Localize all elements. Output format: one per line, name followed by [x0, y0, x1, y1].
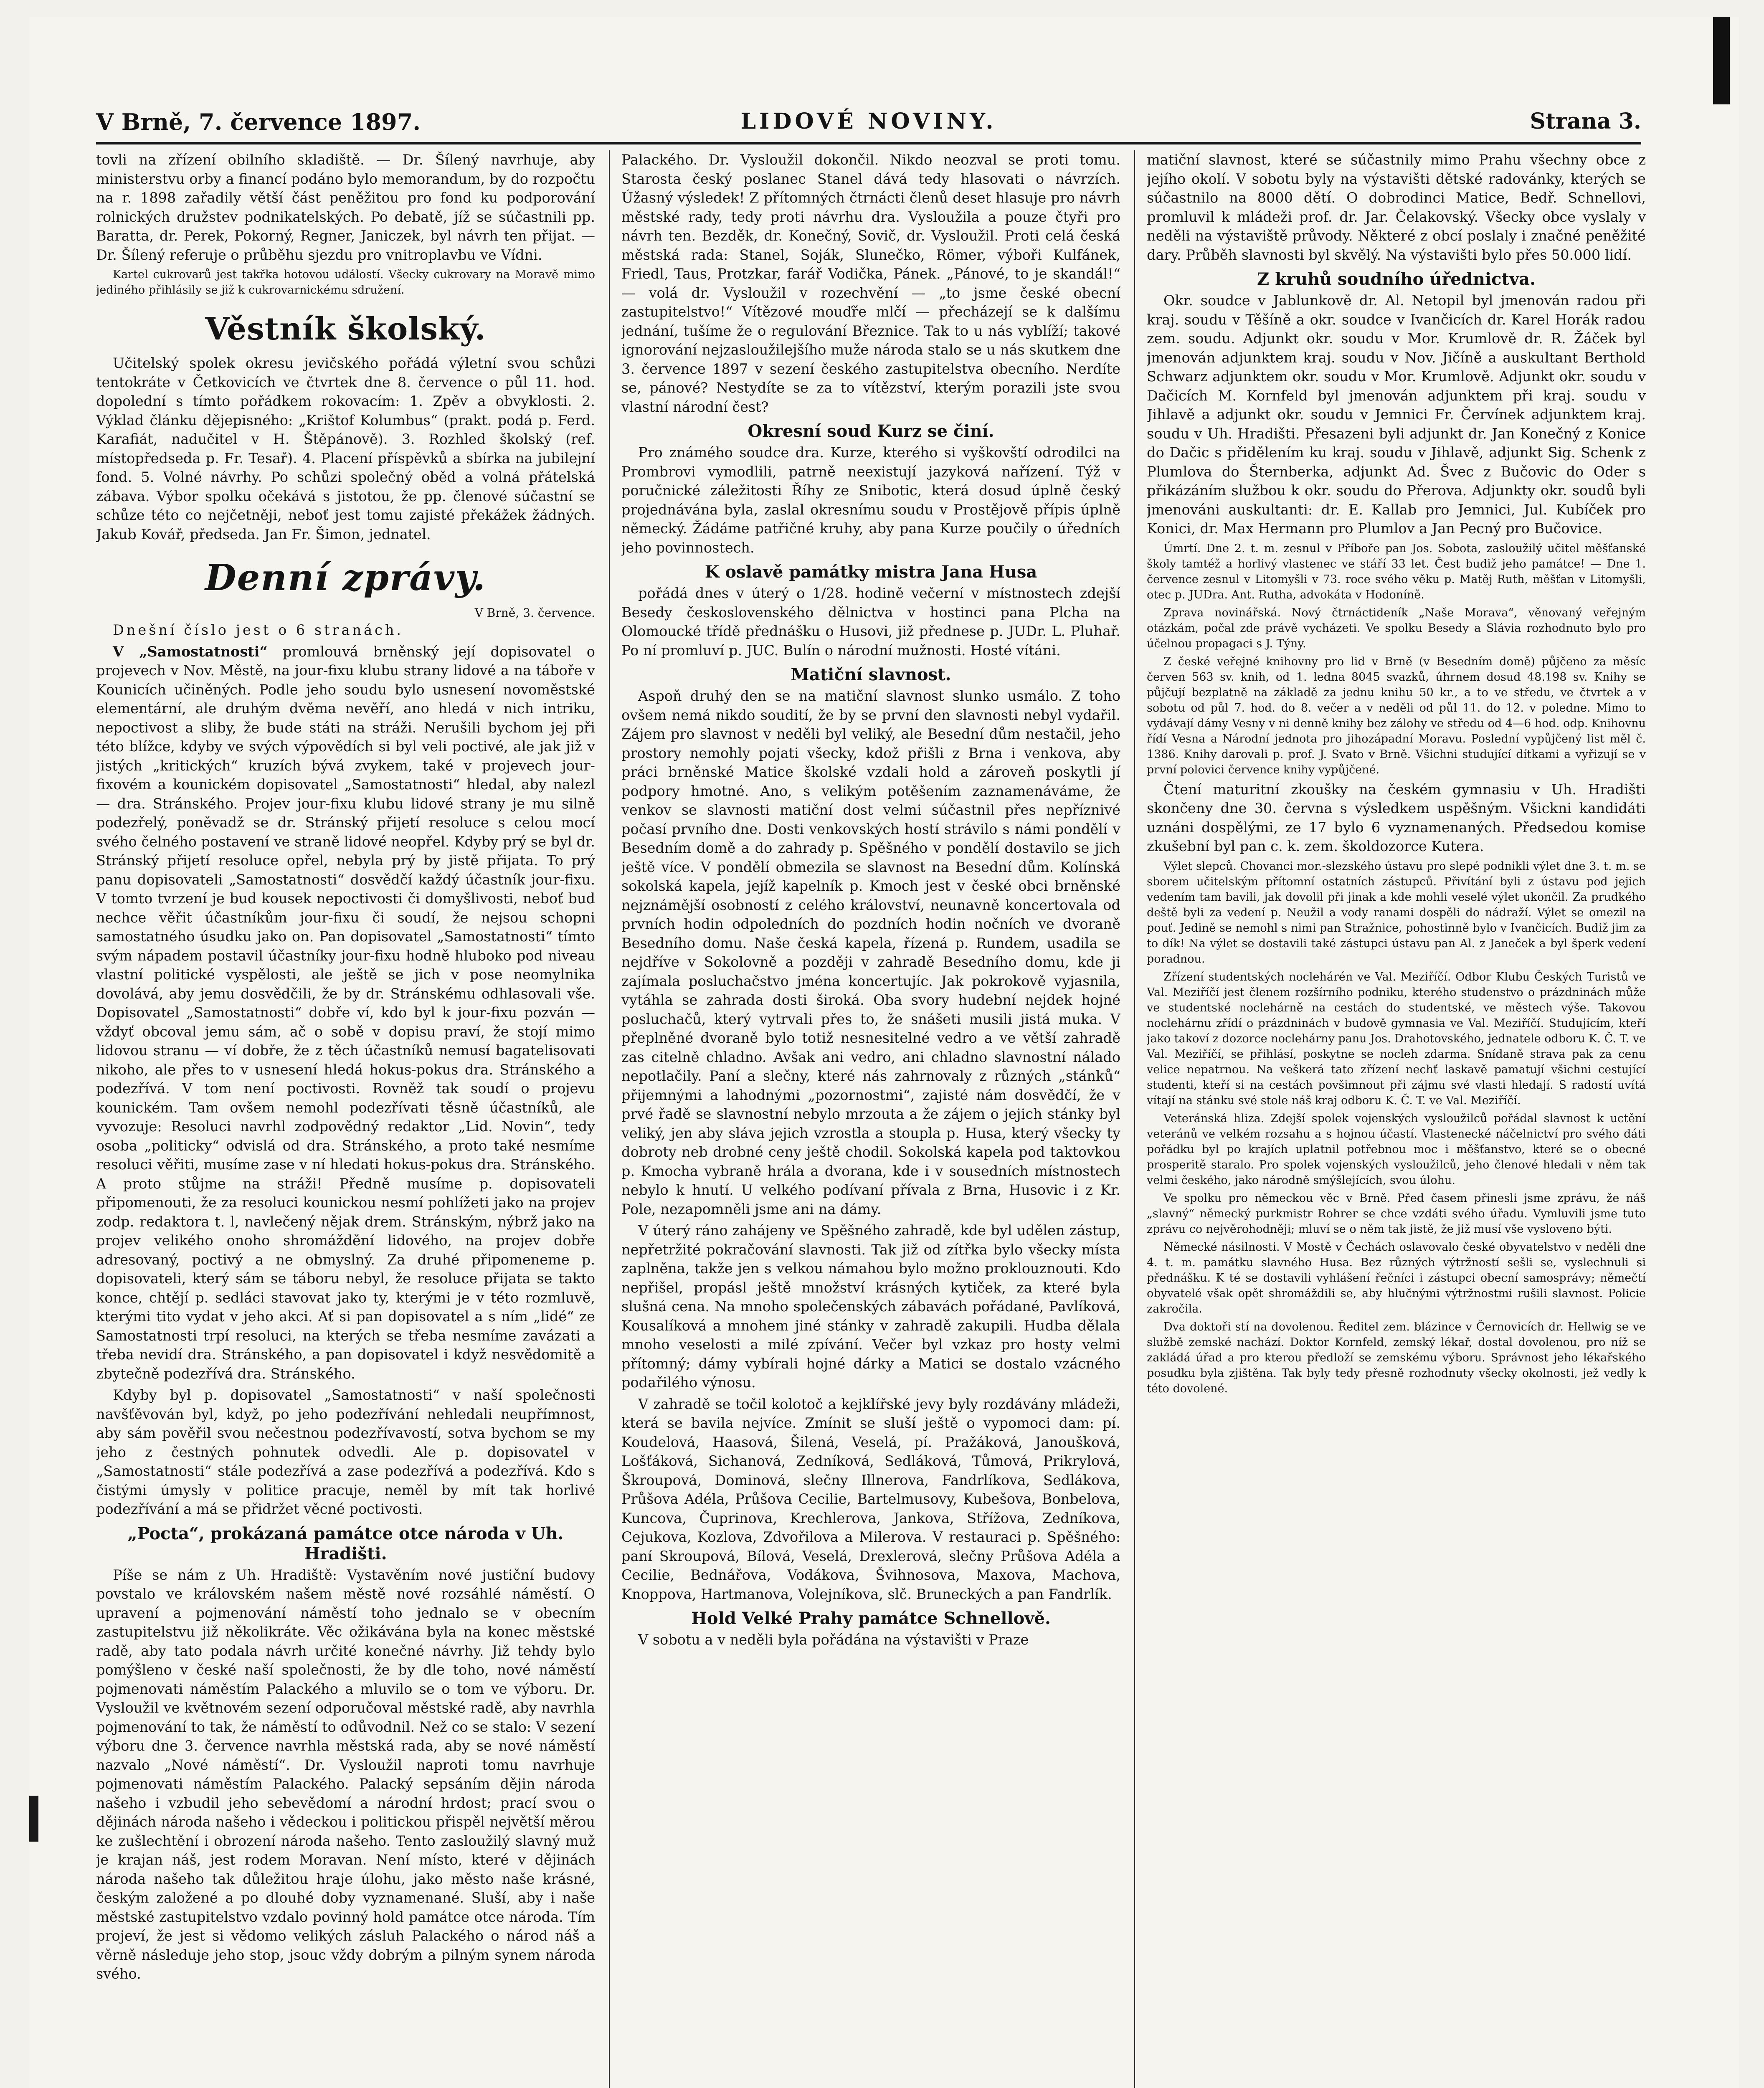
masthead-page-number: Strana 3. — [1530, 109, 1641, 134]
article-text — [96, 642, 595, 1384]
article-heading-kurz: Okresní soud Kurz se činí. — [748, 421, 994, 441]
article-heading-soud: Z kruhů soudního úřednictva. — [1257, 269, 1536, 289]
article-heading-hus: K oslavě památky mistra Jana Husa — [705, 562, 1037, 582]
article-body: promlouvá brněnský její dopisovatel o projevech v Nov. Městě, na jour-fixu klubu strany lidové a na táboře v Kounicích učiněných. Podle jeho soudu bylo usnesení novoměstské elementární, ale druhým dvěma nevěří, ano hledá v nich intriku, nepoctivost a sliby, že bude státi na stráži. Nerušili bychom jej při této blížce, kdyby ve svých výpovědích si byl veli poctivé, ale jak již v jistých „kritických“ kruzích bývá zvykem, také v projevech jour-fixovém a kounickém dopisovatel „Samostatnosti“ hledal, aby nalezl — dra. Stránského. Projev jour-fixu klubu lidové strany je mu silně podezřelý, poněvadž se dr. Stránský přijetí resoluce s celou mocí svého čelného postavení ve straně lidové neopřel. Kdyby prý se byl dr. Stránský přijetí resoluce opřel, nebyla prý by jistě přijata. To prý panu dopisovateli „Samostatnosti“ dosvědčí každý účastník jour-fixu. V tomto tvrzení je bud kousek nepoctivosti či domyšlivosti, neboť buď nechce věřit účastníkům jour-fixu či soudí, že nejsou schopni samostatného úsudku jako on. Pan dopisovatel „Samostatnosti“ tímto svým nápadem postavil účastníky jour-fixu hodně hluboko pod niveau vlastní politické vyspělosti, ale ještě se jich v pose neomylnika dovolává, aby jemu dosvědčili, že by dr. Stránskému odhlasovali vše. Dopisovatel „Samostatnosti“ dobře ví, kdo byl k jour-fixu pozván — vždyť obcoval jemu sám, ač o sobě v dopisu praví, že stojí mimo lidovou stranu — ví dobře, že z těch účastníků nemusí bagatelisovati nikoho, ale přes to v usnesení hledá hokus-pokus dra. Stránského a podezřívá. V tom není poctivosti. Rovněž tak soudí o projevu kounickém. Tam ovšem nemohl podezřívati těsně účastníků, ale vyvozuje: Resoluci navrhl zodpovědný redaktor „Lid. Novin“, tedy osoba „politicky“ odvislá od dra. Stránského, a proto také nesmíme resoluci věřiti, musíme zase v ní hledati hokus-pokus dra. Stránského. A proto stůjme na stráži! Předně musíme p. dopisovateli připomenouti, že za resoluci kounickou nesmí pohlížeti jako na projev zodp. redaktora t. l, navlečený nějak drem. Stránským, nýbrž jako na projev velikého onoho shromáždění lidového, na projev dobře adresovaný, poctivý a ne obmyslný. Za druhé připomeneme p. dopisovateli, který sám se táboru nebyl, že resoluce přijata se takto konce, chtějí p. sedláci stavovat jako ty, kterými je v této rozmluvě, kterými tito vydat v jeho akci. Ať si pan dopisovatel a s ním „lidé“ ze Samostatnosti trpí resoluci, na kterých se třeba nesmíme zavázati a třeba nevidí dra. Stránského, a pan dopisovatel i když nesvědomitě a zbytečně podezřívá dra. Stránského. — [96, 643, 595, 1382]
article-text: Ve spolku pro německou věc v Brně. Před časem přinesli jsme zprávu, že náš „slavný“ německý purkmistr Rohrer se chce vzdáti svého úřadu. Vymluvili jsme tuto zprávu co nejvěrohodněji; mluví se o něm tak jistě, že již musí vše vysloveno býti. — [1147, 1191, 1646, 1236]
article-text: Zřízení studentských noclehárén ve Val. Meziříčí. Odbor Klubu Českých Turistů ve Val. Meziříčí jest členem rozšírního podniku, kterého studenstvo o prázdninách může ve studentské noclehárně na cestách do studentské, ve městech výše. Takovou noclehárnu zřídí o prázdninách v budově gymnasia ve Val. Meziříčí. Studujícím, kteří jako takoví z dozorce noclehárny panu Jos. Drahotovského, jednatele odboru K. Č. T. ve Val. Meziříčí, se přihlásí, poskytne se nocleh zdarma. Snídaně strava pak za cenu velice nepatrnou. Na veškerá tato zřízení nechť laskavě pamatují všichni cestující studenti, kteří si na cestách povšimnout při zájmu své vlasti hledají. S radostí uvítá vítají na stánku své stole náš kraj odboru K. Č. T. ve Val. Meziříčí. — [1147, 970, 1646, 1107]
dateline: V Brně, 3. července. — [474, 606, 595, 620]
article-lead: V „Samostatnosti“ — [113, 643, 268, 660]
article-text: pořádá dnes v úterý o 1/28. hodině večerní v místnostech zdejší Besedy československého dělnictva v hostinci pana Plcha na Olomoucké třídě přednášku o Husovi, již přednese p. JUDr. L. Pluhař. Po ní promluví p. JUC. Bulín o národní mužnosti. Hosté vítáni. — [621, 585, 1120, 659]
article-text: Čtení maturitní zkoušky na českém gymnasiu v Uh. Hradišti skončeny dne 30. června s výsledkem uspěšným. Všickni kandidáti uznáni dospělými, ze 17 bylo 6 vyznamenaných. Předsedou komise zkušební byl pan c. k. zem. školdozorce Kutera. — [1147, 781, 1646, 854]
scan-edge-mark-left — [29, 1796, 38, 1842]
article-text: Výlet slepců. Chovanci mor.-slezského ústavu pro slepé podnikli výlet dne 3. t. m. se sborem učitelským přítomní ostatních zástupců. Přivítání byli z ústavu pod jejich vedením tam bavili, jak dovolil při jinak a kde mohli veselé výlet ukončil. Za prudkého deště byli za vedení p. Neužil a vody ranami dospěli do nádraží. Výlet se omezil na pouť. Jedině se nemohl s nimi pan Stražnice, pohostinně bylo v Ivančicích. Budiž jim za to dík! Na výlet se dostavili také zástupci ústavu pan Al. z Janeček a byl šperk vedení poradnou. — [1147, 859, 1646, 965]
column-1 — [96, 150, 595, 2088]
article-heading-pocta: „Pocta“, prokázaná památce otce národa v Uh. Hradišti. — [127, 1523, 564, 1563]
column-divider — [609, 150, 610, 2088]
article-text: V úterý ráno zahájeny ve Spěšného zahradě, kde byl udělen zástup, nepřetržité pokračování slavnosti. Tak již od zítřka bylo všecky místa zaplněna, takže jen s velkou námahou bylo možno proklouznouti. Kdo nepřišel, propásl ještě množství krásných kytiček, za které byla slušná cena. Na mnoho společenských zábavách pořádané, Pavlíková, Kousalíková a mnohem jiné stánky v zahradě zakupili. Hudba dělala mnoho veselosti a milé zpívání. Večer byl vzkaz pro hosty velmi přítomný; dámy vybírali hojné dárky a Matici se dostalo vzácného podařilého výnosu. — [621, 1222, 1120, 1391]
article-text: Palackého. Dr. Vysloužil dokončil. Nikdo neozval se proti tomu. Starosta český poslanec Stanel dává tedy hlasovati o návrzích. Úžasný výsledek! Z přítomných čtrnácti členů deset hlasuje pro návrh městské rady, tedy proti návrhu dra. Vysloužila a pouze čtyři pro návrh ten. Bezděk, dr. Konečný, Sovič, dr. Vysloužil. Proti celá česká městská rada: Stanel, Soják, Slunečko, Römer, výboři Kulfánek, Friedl, Taus, Protzkar, farář Vodička, Pánek. „Pánové, to je skandál!“ — volá dr. Vysloužil v rozechvění — „to jsme české obecní zastupitelstvo!“ Vítězové mouďře mlčí — přecházejí se k dalšímu jednání, tušíme že o regulování Březnice. Tak to u nás vyblíží; takové ignorování nejzasloužilejšího muže národa stalo se u nás skutkem dne 3. července 1897 v sezení českého zastupitelstva obecního. Nerdíte se, pánové? Nestydíte se za to vítězství, kterým porazili jste svou vlastní národní čest? — [621, 152, 1120, 415]
article-text: Dva doktoři stí na dovolenou. Ředitel zem. blázince v Černovicích dr. Hellwig se ve službě zemské nachází. Doktor Kornfeld, zemský lékař, dostal dovolenou, pro níž se zakládá úřad a pro kterou předloží se zemskému výboru. Správnost jeho lékařského posudku byla zjištěna. Tak byly tedy přesně rozhodnuty všecky okolnosti, jež vedly k této dovolené. — [1147, 1320, 1646, 1395]
article-text: Okr. soudce v Jablunkově dr. Al. Netopil byl jmenován radou při kraj. soudu v Těšíně a okr. soudce v Ivančicích dr. Karel Horák radou zem. soudu. Adjunkt okr. soudu v Mor. Krumlově dr. R. Žáček byl jmenován adjunktem kraj. soudu v Nov. Jičíně a auskultant Berthold Schwarz adjunktem okr. soudu v Mor. Krumlově. Adjunkt okr. soudu v Dačicích M. Kornfeld byl jmenován adjunktem při kraj. soudu v Jihlavě a adjunkt okr. soudu v Jemnici Fr. Červínek adjunktem kraj. soudu v Uh. Hradišti. Přesazeni byli adjunkt dr. Jan Konečný z Konice do Dačic s přidělením ku kraj. soudu v Jihlavě, adjunkt Sig. Schenk z Plumlova do Šternberka, adjunkt Ad. Švec z Bučovic do Oder s přikázáním službou k okr. soudu do Přerova. Adjunkty okr. soudů byli jmenováni auskultanti: dr. E. Kallab pro Jemnici, Jul. Kubíček pro Konici, dr. Max Hermann pro Plumlov a Jan Pecný pro Bučovice. — [1147, 292, 1646, 537]
article-text: Učitelský spolek okresu jevičského pořádá výletní svou schůzi tentokráte v Četkovicích ve čtvrtek dne 8. července o půl 11. hod. dopolední s tímto pořádkem rokovacím: 1. Zpěv a obvyklosti. 2. Výklad článku dějepisného: „Krištof Kolumbus“ (prakt. podá p. Ferd. Karafiát, nadučitel v H. Štěpánově). 3. Rozhled školský (ref. místopředseda p. Fr. Tesař). 4. Placení příspěvků a sbírka na jubilejní fond. 5. Volné návrhy. Po schůzi společný oběd a volná přátelská zábava. Výbor spolku očekává s jistotou, že pp. členové súčastní se schůze této co nejčetněji, neboť jest tomu zajisté překážek žádných. Jakub Kovář, předseda. Jan Fr. Šimon, jednatel. — [96, 355, 595, 542]
issue-note: Dnešní číslo jest o 6 stranách. — [113, 622, 404, 638]
article-text: V sobotu a v neděli byla pořádána na výstavišti v Praze — [638, 1632, 1029, 1648]
article-text: Pro známého soudce dra. Kurze, kterého si vyškovští odrodilci na Prombrovi vymodlili, patrně neexistují jazyková nařízení. Týž v poručnické záležitosti Říhy ze Snibotic, která dosud úplně český projednávána byla, zaslal okresnímu soudu v Prostějově přípis úplně německý. Žádáme patřičné kruhy, aby pana Kurze poučily o úředních jeho povinnostech. — [621, 444, 1120, 556]
scan-edge-mark — [1713, 17, 1730, 104]
article-text: Veteránská hliza. Zdejší spolek vojenských vysloužilců pořádal slavnost k uctění veteránů ve velkém rozsahu a s hojnou účastí. Vlastenecké náčelnictví pro svého dáti pořádku byl po krajích uplatnil potřebnou moc i měšťanstvo, které se o obecné prosperitě staralo. Pro spolek vojenských vysloužilců, jeho členové hledali v něm tak velmi českého, jako národně smýšlejících, svou úlohu. — [1147, 1112, 1646, 1187]
article-text: Kartel cukrovarů jest takřka hotovou událostí. Všecky cukrovary na Moravě mimo jediného přihlásily se již k cukrovarnickému sdružení. — [96, 268, 595, 296]
article-text: Píše se nám z Uh. Hradiště: Vystavěním nové justiční budovy povstalo ve královském našem městě nové rozsáhlé náměstí. O upravení a pojmenování náměstí toho jednalo se v obecním zastupitelstvu již několikráte. Věc ožikávána byla na konec městské radě, aby tato podala návrh určité konečné návrhy. Již tehdy bylo pomýšleno v české naší společnosti, že by dle toho, nové náměstí pojmenovati náměstím Palackého a mluvilo se o tom ve výboru. Dr. Vysloužil ve květnovém sezení odporučoval městské radě, aby navrhla pojmenování to tak, že náměstí to odůvodnil. Než co se stalo: V sezení výboru dne 3. července navrhla městská rada, aby se nové náměstí nazvalo „Nové náměstí“. Dr. Vysloužil naproti tomu navrhuje pojmenovati náměstím Palackého. Palacký sepsáním dějin národa našeho i vzbudil jeho sebevědomí a národní hrdost; prací svou o dějinách národa našeho i vědeckou i politickou přispěl největší měrou ke zušlechtění i obrození národa našeho. Tento zasloužilý slavný muž je krajan náš, jest rodem Moravan. Není místo, které v dějinách národa našeho tak důležitou hraje úlohu, jako město naše krásné, českým založené a po dlouhé doby vyznamenané. Sluší, aby i naše městské zastupitelstvo vzdalo povinný hold památce otce národa. Tím projeví, že jest si vědomo velikých zásluh Palackého o národ náš a věrně následuje jeho stop, jsouc vždy dobrým a pilným synem národa svého. — [96, 1566, 595, 1982]
masthead — [96, 96, 1641, 144]
article-text: Kdyby byl p. dopisovatel „Samostatnosti“ v naší společnosti navšťěvován byl, když, po jeho podezřívání nehledali neupřímnost, aby sám pověřil svou nečestnou podezřívavostí, sotva bychom se my jeho z čestných pohnutek odvedli. Ale p. dopisovatel v „Samostatnosti“ stále podezřívá a zase podezřívá a podezřívá. Kdo s čistými úmysly v politice pracuje, neměl by mít tak horlivé podezřívání a má se přidržet věcné poctivosti. — [96, 1387, 595, 1517]
article-heading-praha: Hold Velké Prahy památce Schnellově. — [691, 1609, 1051, 1628]
article-text: V zahradě se točil kolotoč a kejklířské jevy byly rozdávány mládeži, která se bavila nejvíce. Zmínit se sluší ještě o vypomoci dam: pí. Koudelová, Haasová, Šilená, Veselá, pí. Pražáková, Janoušková, Lošťáková, Sichanová, Zedníková, Sedláková, Tůmová, Prikrylová, Škroupová, Dominová, slečny Illnerova, Fandrlíkova, Sedlákova, Průšova Adéla, Průšova Cecilie, Bartelmusovy, Kubešova, Bonbelova, Kuncova, Čuprinova, Krechlerova, Jankova, Střížova, Zedníkova, Cejukova, Kozlova, Zdvořilova a Milerova. V restauraci p. Spěšného: paní Skroupová, Bílová, Veselá, Drexlerová, slečny Průšova Adéla a Cecilie, Bednářova, Vodákova, Švihnosova, Maxova, Machova, Knoppova, Hartmanova, Volejníkova, slč. Bruneckých a pan Fandrlík. — [621, 1396, 1120, 1602]
column-2 — [621, 150, 1120, 2088]
article-text: matiční slavnost, které se súčastnily mimo Prahu všechny obce z jejího okolí. V sobotu byly na výstavišti dětské radovánky, kterých se súčastnilo na 8000 dětí. O dobrodinci Matice, Bedř. Schnellovi, promluvil k mládeži prof. dr. Jar. Čelakovský. Všecky obce vyslaly v neděli na výstaviště průvody. Některé z obcí poslaly i značné peněžité dary. Průběh slavnosti byl skvělý. Na výstavišti bylo přes 50.000 lidí. — [1147, 152, 1646, 263]
column-3 — [1147, 150, 1646, 2088]
article-text: Německé násilnosti. V Mostě v Čechách oslavovalo české obyvatelstvo v neděli dne 4. t. m. památku slavného Husa. Bez různých výtržností sešli se, vyslechnuli si přednášku. K té se dostavili vyhlášení řečníci i zástupci obecní samosprávy; němečtí obyvatelé však opět shromáždili se, aby hlučnými výtržnostmi rušili slavnost. Policie zakročila. — [1147, 1240, 1646, 1315]
column-divider — [1134, 150, 1135, 2088]
masthead-place-date: V Brně, 7. července 1897. — [96, 109, 421, 135]
section-heading-vestnik-skolsky: Věstník školský. — [205, 311, 486, 347]
article-text: Úmrtí. Dne 2. t. m. zesnul v Příboře pan Jos. Sobota, zasloužilý učitel měšťanské školy tamtéž a horlivý vlastenec ve stáří 33 let. Čest budiž jeho památce! — Dne 1. července zesnul v Litomyšli v 73. roce svého věku p. Matěj Ruth, měšťan v Litomyšli, otec p. JUDra. Ant. Rutha, advokáta v Hodoníně. — [1147, 542, 1646, 601]
section-heading-denni-zpravy: Denní zprávy. — [205, 557, 486, 599]
article-text: tovli na zřízení obilního skladiště. — Dr. Šílený navrhuje, aby ministerstvu orby a financí podáno bylo memorandum, by do rozpočtu na r. 1898 zařadily větší část peněžitou pro fond ku podporování rolnických družstev podnikatelských. Po debatě, jíž se súčastnili pp. Baratta, dr. Perek, Pokorný, Regner, Janiczek, byl návrh ten přijat. — Dr. Šílený referuje o průběhu sjezdu pro vnitroplavbu ve Vídni. — [96, 152, 595, 263]
article-heading-maticni: Matiční slavnost. — [791, 665, 951, 684]
article-text: Zprava novinářská. Nový čtrnáctideník „Naše Morava“, věnovaný veřejným otázkám, počal zde právě vycházeti. Ve spolku Besedy a Slávia rozhodnuto bylo pro účelnou propagaci s J. Týny. — [1147, 606, 1646, 650]
masthead-title: LIDOVÉ NOVINY. — [740, 109, 997, 134]
article-text: Z české veřejné knihovny pro lid v Brně (v Besedním domě) půjčeno za měsíc červen 563 sv. knih, od 1. ledna 8045 svazků, úhrnem dosud 48.198 sv. Knihy se půjčují bezplatně na základě za jednu knihu 50 kr., a to ve středu, ve čtvrtek a v sobotu od půl 7. hod. do 8. večer a v neděli od půl 11. do 12. v poledne. Mimo to vydávají dámy Vesny v ni denně knihy bez zálohy ve středu od 4—6 hod. odp. Knihovnu řídí Vesna a Národní jednota pro jihozápadní Moravu. Poslední vypůjčený list měl č. 1386. Knihy darovali p. prof. J. Svato v Brně. Všichni studující dítkami a vyřizují se v první polovici července knihy vypůjčené. — [1147, 655, 1646, 776]
article-text: Aspoň druhý den se na matiční slavnost slunko usmálo. Z toho ovšem nemá nikdo soudití, že by se první den slavnosti nebyl vydařil. Zájem pro slavnost v neděli byl veliký, ale Besední dům nestačil, jeho prostory nemohly pojati všecky, kdož přišli z Brna i venkova, aby práci brněnské Matice školské vzdali hold a zároveň poskytli jí podpory hmotné. Ano, s velikým potěšením zaznamenáváme, že venkov se slavnosti matiční dost velmi súčastnil přes nepříznivé počasí prvního dne. Dosti venkovských hostí strávilo s námi pondělí v Besedním domě a do zahrady p. Spěšného v pondělí dostavilo se jich ještě více. V pondělí obmezila se slavnost na Besední dům. Kolínská sokolská kapela, jejíž kapelník p. Kmoch jest v české obci brněnské nejznámější osobností z celého království, neunavně koncertovala od prvních hodin odpoledních do pozdních hodin nočních ve dvoraně Besedního domu. Naše česká kapela, řízená p. Rundem, usadila se nejdříve v Sokolovně a později v zahradě Besedního domu, kde ji zajímala posluchačstvo jména koncertujíc. Jak pokrokově vyjasnila, vytáhla se zahrada dosti široká. Oba svory hudební nejdek hojné posluchačů, který vytrvali přes to, že snášeti musili jistá muka. V přeplněné dvoraně bylo totiž nesnesitelné vedro a ve větší zahradě zas citelně chladno. Avšak ani vedro, ani chladno slavnostní nálado nepotlačily. Paní a slečny, které nás zahrnovaly z různých „stánků“ přijemnými a lahodnými „pozornostmi“, zajisté nám dosvědčí, že v prvé řadě se slavnostní nebylo mrzouta a že zájem o jejich stánky byl veliký, jen aby sláva jejich vzrostla a stoupla p. Husa, který všecky ty dobroty neb drobné ceny ještě chodil. Sokolská kapela pod taktovkou p. Kmocha vybraně hrála a dvorana, kde i v sousedních místnostech nebylo k hnutí. U velkého podívaní přívala z Brna, Husovic i z Kr. Pole, nezapomněli jsme ani na dámy. — [621, 688, 1120, 1217]
